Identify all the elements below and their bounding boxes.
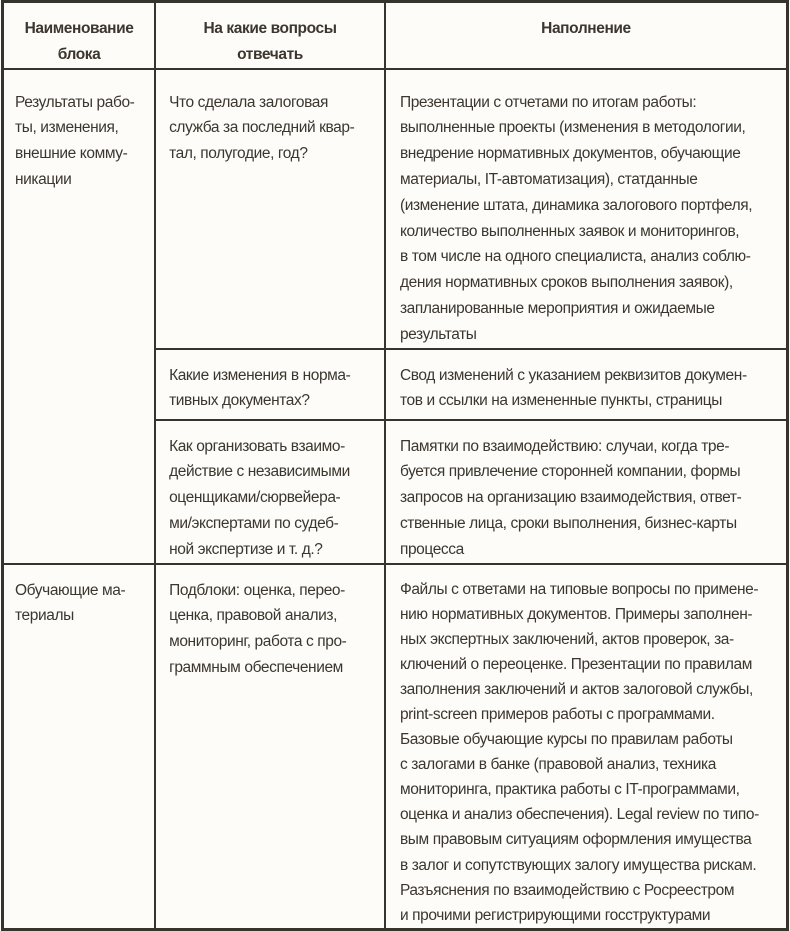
cell-question-external-interaction [155, 420, 385, 564]
cell-question-subblocks [155, 564, 385, 930]
question-text: Какие изменения в норма- тивных документах? [169, 366, 351, 410]
header-block-name: Наименование блока [3, 2, 156, 69]
content-text: Памятки по взаимодействию: случаи, когда тре- буется привлечение сторонней компании, формы запросов на организацию взаимодействия, ответ- ственные лица, сроки выполнения, бизнес-карты процесса [399, 437, 742, 558]
content-text: Презентации с отчетами по итогам работы: выполненные проекты (изменения в методологии, внедрение нормативных документов, обучающие материалы, IT-автоматизация), статданные (изменение штата, динамика залогового портфеля, количество выполненных заявок и мониторингов, в том числе на одного специалиста, анализ соблю- дения нормативных сроков выполнения заявок), запланированные мероприятия и ожидаемые результаты [399, 93, 753, 343]
question-text: Подблоки: оценка, перео- ценка, правовой анализ, мониторинг, работа с про- граммным обеспечением [169, 581, 347, 676]
table-row [3, 564, 788, 930]
header-content: Наполнение [385, 2, 788, 69]
cell-content-presentations-reports [385, 69, 788, 349]
header-questions-to-answer: На какие вопросы отвечать [155, 2, 385, 69]
content-text: Файлы с ответами на типовые вопросы по примене- нию нормативных документов. Примеры заполнен- ных экспертных заключений, актов проверок, за- ключений о переоценке. Презентации по правилам заполнения заключений и актов залоговой службы, print-screen примеров работы с программами. Базовые обучающие курсы по правилам работы с залогами в банке (правовой анализ, техника мониторинга, практика работы с IT-программами, оценка и анализ обеспечения). Legal review по типо- вым правовым ситуациям оформления имущества в залог и сопутствующих залогу имущества рискам. Разъяснения по взаимодействию с Росреестром и прочими регистрирующими госструктурами [399, 580, 759, 924]
blocks-description-table [1, 0, 789, 931]
cell-content-interaction-memos [385, 420, 788, 564]
cell-block-results-changes-communications [3, 69, 156, 564]
cell-block-training-materials [3, 564, 156, 930]
question-text: Что сделала залоговая служба за последний квар- тал, полугодие, год? [169, 93, 355, 163]
block-name-text: Обучающие ма- териалы [15, 581, 126, 625]
cell-question-normative-changes [155, 349, 385, 420]
cell-content-training-files [385, 564, 788, 930]
cell-question-quarter-results [155, 69, 385, 349]
table-row [3, 69, 788, 349]
cell-content-changes-summary [385, 349, 788, 420]
table-header-row [3, 2, 788, 69]
question-text: Как организовать взаимо- действие с независимыми оценщиками/сюрвейера- ми/экспертами по судеб- ной экспертизе и т. д.? [169, 437, 350, 558]
block-name-text: Результаты рабо- ты, изменения, внешние комму- никации [15, 93, 135, 188]
content-text: Свод изменений с указанием реквизитов докумен- тов и ссылки на измененные пункты, страницы [399, 366, 747, 410]
